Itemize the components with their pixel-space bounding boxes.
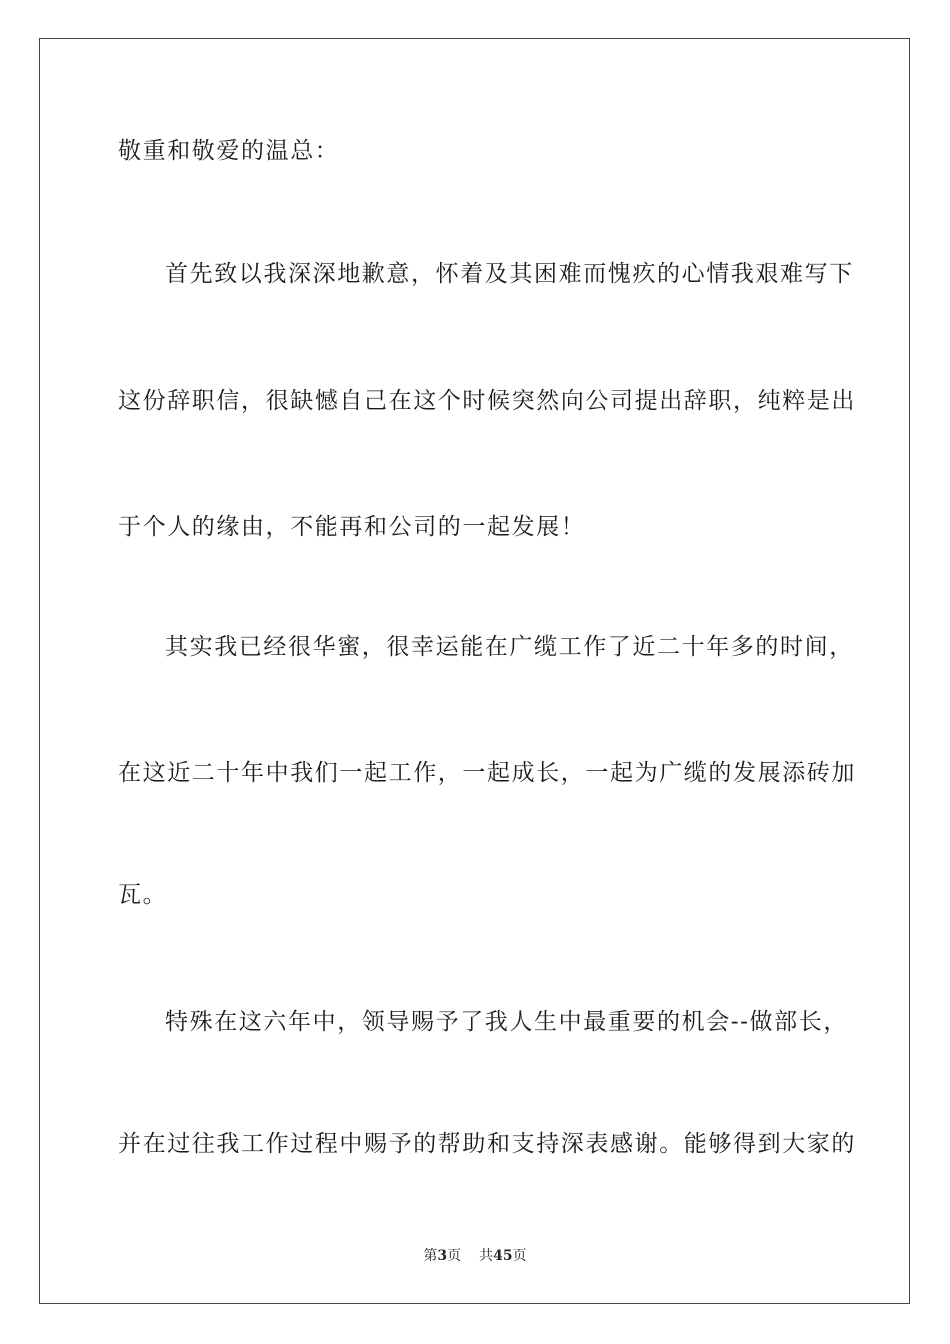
body-text-line: 其实我已经很华蜜，很幸运能在广缆工作了近二十年多的时间， [165,634,854,660]
salutation-line: 敬重和敬爱的温总： [118,138,340,164]
footer-total-suffix: 页 [512,1248,527,1264]
footer-page-suffix: 页 [447,1248,462,1264]
body-text-line: 在这近二十年中我们一起工作，一起成长，一起为广缆的发展添砖加 [118,760,856,786]
page-footer [0,1247,950,1265]
footer-page-number: 3 [437,1248,448,1264]
body-text-line: 特殊在这六年中，领导赐予了我人生中最重要的机会--做部长， [165,1009,848,1035]
body-text-line: 瓦。 [118,882,168,908]
body-text-line: 并在过往我工作过程中赐予的帮助和支持深表感谢。能够得到大家的 [118,1131,856,1157]
body-text-line: 这份辞职信，很缺憾自己在这个时候突然向公司提出辞职，纯粹是出 [118,388,856,414]
footer-total-prefix: 共 [479,1248,494,1264]
footer-page-prefix: 第 [423,1248,438,1264]
footer-total-pages: 45 [493,1248,513,1264]
page-border [39,38,910,1304]
body-text-line: 于个人的缘由，不能再和公司的一起发展！ [118,514,586,540]
body-text-line: 首先致以我深深地歉意，怀着及其困难而愧疚的心情我艰难写下 [165,261,854,287]
